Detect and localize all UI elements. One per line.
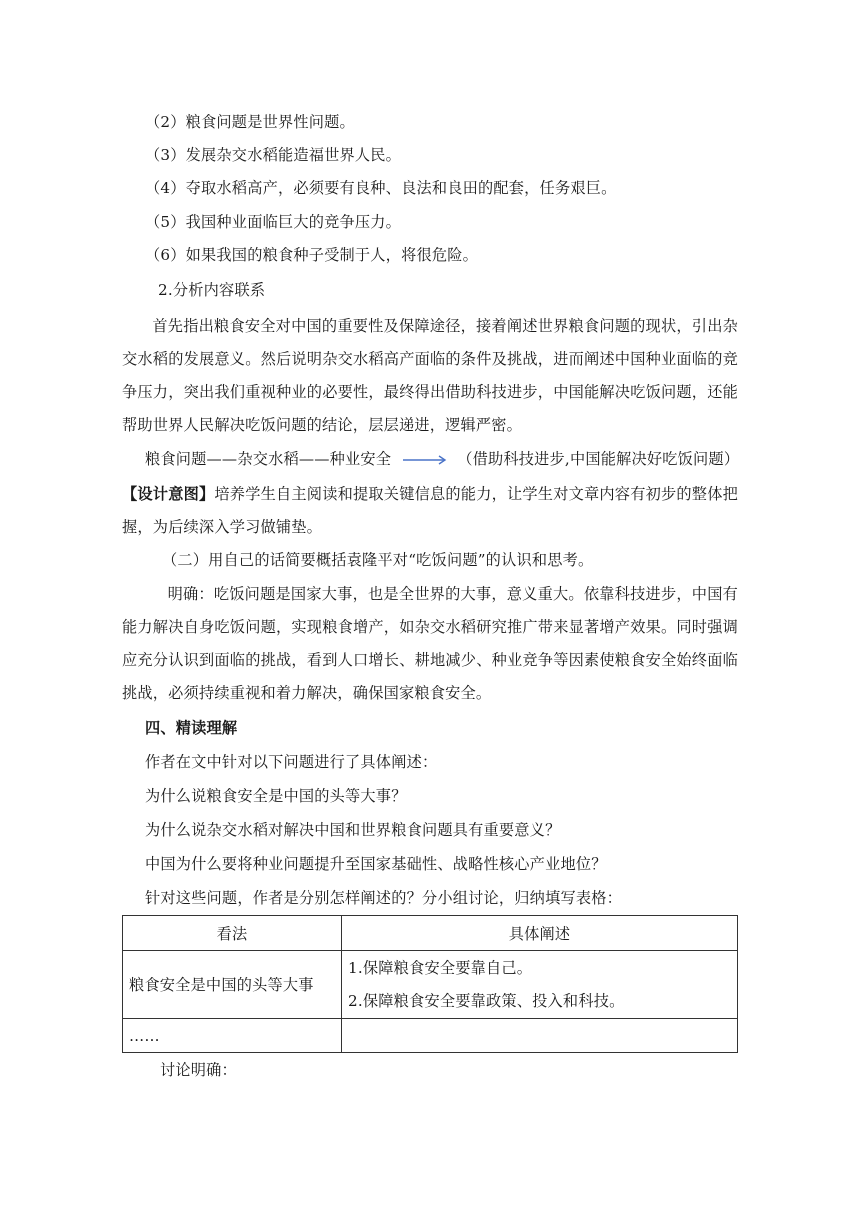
design-intent-paragraph (122, 478, 738, 544)
section-heading-close-reading: 四、精读理解 (145, 719, 238, 737)
table-row (123, 951, 738, 1019)
table-header-detail: 具体阐述 (342, 916, 738, 951)
clarify-paragraph: 明确：吃饭问题是国家大事，也是全世界的大事，意义重大。依靠科技进步，中国有能力解决自身吃饭问题，实现粮食增产，如杂交水稻研究推广带来显著增产效果。同时强调应充分认识到面临的挑战，看到人口增长、耕地减少、种业竞争等因素使粮食安全始终面临挑战，必须持续重视和着力解决，确保国家粮食安全。 (122, 585, 738, 702)
right-arrow-icon (403, 455, 449, 465)
list-item-5: （5）我国种业面临巨大的竞争压力。 (145, 213, 402, 231)
table-header-view: 看法 (123, 916, 342, 951)
design-intent-text: 培养学生自主阅读和提取关键信息的能力，让学生对文章内容有初步的整体把握，为后续深入学习做铺垫。 (122, 485, 738, 536)
section-heading-analysis: 2.分析内容联系 (158, 281, 266, 299)
task-two: （二）用自己的话简要概括袁隆平对“吃饭问题”的认识和思考。 (162, 551, 594, 569)
flow-right-text: （借助科技进步,中国能解决好吃饭问题） (457, 450, 740, 468)
detail-point-2: 2.保障粮食安全要靠政策、投入和科技。 (348, 991, 625, 1010)
flow-left-text: 粮食问题——杂交水稻——种业安全 (145, 450, 392, 468)
table-cell-view: 粮食安全是中国的头等大事 (123, 951, 342, 1019)
list-item-2: （2）粮食问题是世界性问题。 (145, 113, 355, 131)
list-item-3: （3）发展杂交水稻能造福世界人民。 (145, 146, 402, 164)
table-cell-detail (342, 951, 738, 1019)
table-header-row (123, 916, 738, 951)
intro-line-3: 为什么说杂交水稻对解决中国和世界粮食问题具有重要意义？ (145, 821, 561, 839)
flow-line (145, 449, 739, 469)
table-cell-view: …… (123, 1019, 342, 1053)
table-cell-detail (342, 1019, 738, 1053)
design-intent-label: 【设计意图】 (122, 485, 215, 503)
intro-line-2: 为什么说粮食安全是中国的头等大事？ (145, 787, 407, 805)
table-row (123, 1019, 738, 1053)
list-item-4: （4）夺取水稻高产，必须要有良种、良法和良田的配套，任务艰巨。 (145, 179, 617, 197)
detail-point-1: 1.保障粮食安全要靠自己。 (348, 958, 533, 977)
intro-line-1: 作者在文中针对以下问题进行了具体阐述： (145, 753, 438, 771)
intro-line-5: 针对这些问题，作者是分别怎样阐述的？分小组讨论，归纳填写表格： (145, 889, 623, 907)
discussion-label: 讨论明确： (160, 1061, 237, 1079)
summary-table (122, 915, 738, 1053)
list-item-6: （6）如果我国的粮食种子受制于人，将很危险。 (145, 246, 479, 264)
analysis-paragraph: 首先指出粮食安全对中国的重要性及保障途径，接着阐述世界粮食问题的现状，引出杂交水稻的发展意义。然后说明杂交水稻高产面临的条件及挑战，进而阐述中国种业面临的竞争压力，突出我们重视种业的必要性，最终得出借助科技进步，中国能解决吃饭问题，还能帮助世界人民解决吃饭问题的结论，层层递进，逻辑严密。 (122, 317, 738, 434)
intro-line-4: 中国为什么要将种业问题提升至国家基础性、战略性核心产业地位？ (145, 855, 607, 873)
